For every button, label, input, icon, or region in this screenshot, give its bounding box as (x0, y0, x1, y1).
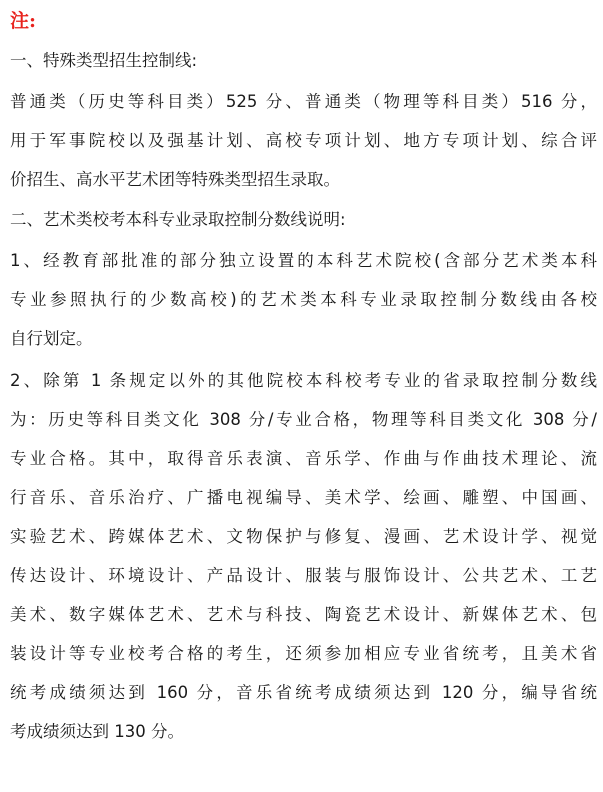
section1-heading: 一、特殊类型招生控制线: (10, 51, 198, 70)
item2-line-4: 行音乐、音乐治疗、广播电视编导、美术学、绘画、雕塑、中国画、 (10, 488, 597, 507)
item2-line-1: 2、除第 1 条规定以外的其他院校本科校考专业的省录取控制分数线 (10, 371, 597, 390)
section1-line-2: 用于军事院校以及强基计划、高校专项计划、地方专项计划、综合评 (10, 131, 597, 150)
section1-line-1: 普通类（历史等科目类）525 分、普通类（物理等科目类）516 分， (10, 92, 597, 111)
item1-line-2: 专业参照执行的少数高校)的艺术类本科专业录取控制分数线由各校 (10, 290, 597, 309)
item2-line-6: 传达设计、环境设计、产品设计、服装与服饰设计、公共艺术、工艺 (10, 566, 597, 585)
item2-line-7: 美术、数字媒体艺术、艺术与科技、陶瓷艺术设计、新媒体艺术、包 (10, 605, 597, 624)
section2-item2-paragraph (10, 361, 597, 751)
section2-item1-paragraph (10, 241, 597, 358)
section1-line-3: 价招生、高水平艺术团等特殊类型招生录取。 (10, 170, 340, 189)
item1-line-3: 自行划定。 (10, 329, 93, 348)
item2-line-8: 装设计等专业校考合格的考生，还须参加相应专业省统考，且美术省 (10, 644, 597, 663)
item1-line-1: 1、经教育部批准的部分独立设置的本科艺术院校(含部分艺术类本科 (10, 251, 597, 270)
section1-paragraph (10, 82, 597, 199)
item2-line-10: 考成绩须达到 130 分。 (10, 722, 184, 741)
section2-heading: 二、艺术类校考本科专业录取控制分数线说明: (10, 210, 346, 229)
item2-line-3: 专业合格。其中，取得音乐表演、音乐学、作曲与作曲技术理论、流 (10, 449, 597, 468)
item2-line-2: 为：历史等科目类文化 308 分/专业合格，物理等科目类文化 308 分/ (10, 410, 597, 429)
item2-line-5: 实验艺术、跨媒体艺术、文物保护与修复、漫画、艺术设计学、视觉 (10, 527, 597, 546)
item2-line-9: 统考成绩须达到 160 分，音乐省统考成绩须达到 120 分，编导省统 (10, 683, 597, 702)
note-label: 注: (10, 10, 37, 32)
